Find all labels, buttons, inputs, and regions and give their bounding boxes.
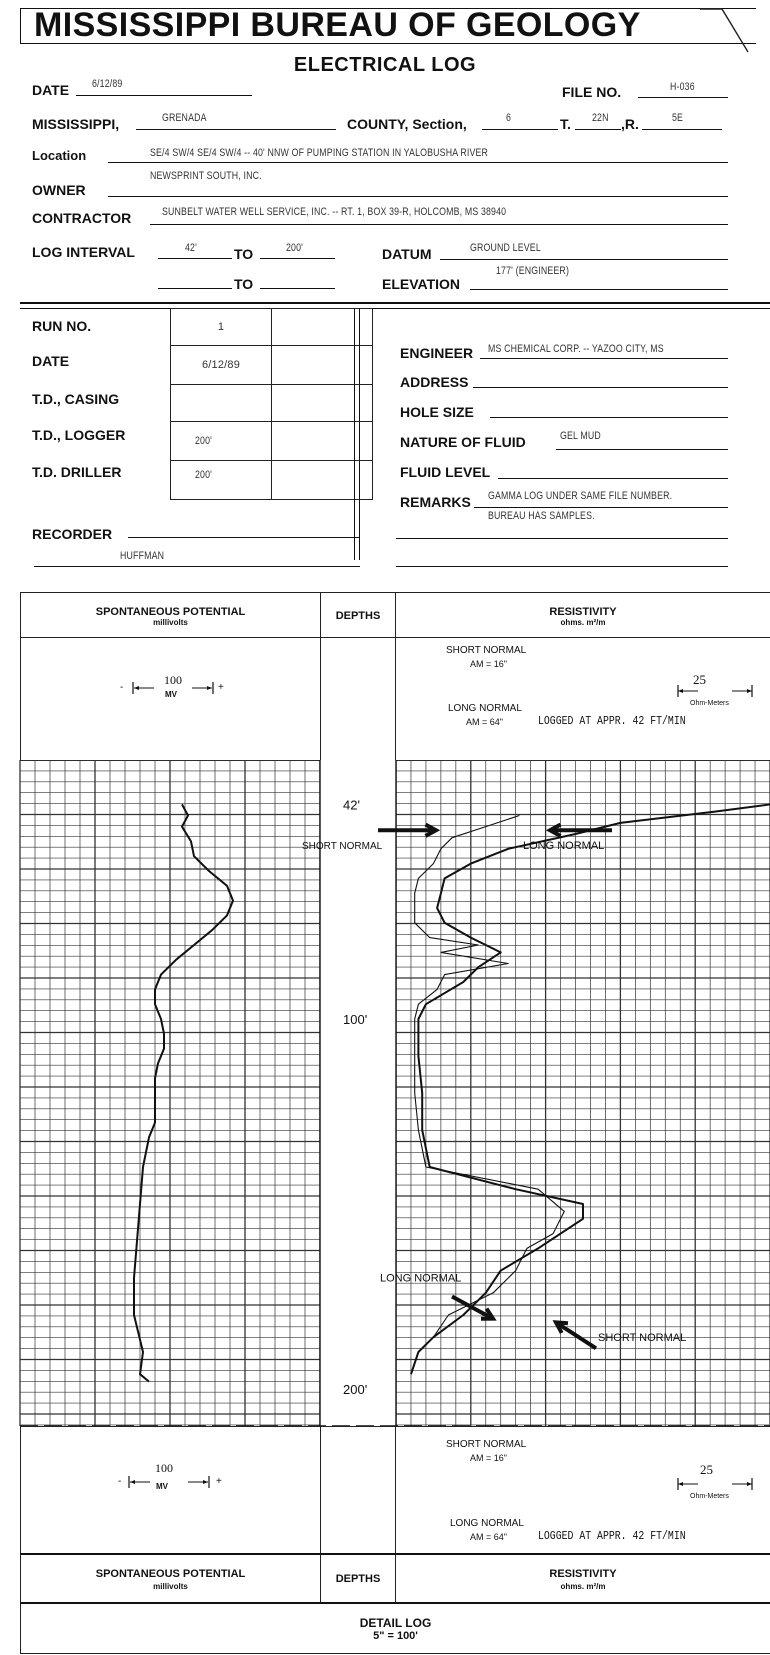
run-cell (170, 345, 272, 385)
res-scale-arrows-bottom (676, 1477, 756, 1491)
sp-scale-arrows-bottom (126, 1474, 218, 1490)
res-unit: ohms. m²/m (560, 618, 606, 627)
sp-header-cell (20, 592, 321, 638)
res-scale-unit: Ohm-Meters (690, 700, 729, 707)
section-divider (20, 302, 770, 309)
remarks-underline-3 (396, 566, 728, 567)
sp-title: SPONTANEOUS POTENTIAL (95, 606, 246, 618)
engineer-value: MS CHEMICAL CORP. -- YAZOO CITY, MS (488, 343, 664, 355)
section-underline (482, 129, 558, 130)
depths-header-cell (320, 592, 396, 638)
range-underline (642, 129, 722, 130)
township-underline (575, 129, 621, 130)
run-value: 200' (195, 469, 213, 481)
res-scale-arrows (676, 684, 756, 698)
depth-track (320, 760, 396, 1426)
date-underline (76, 95, 252, 96)
curve-annotation: LONG NORMAL (380, 1272, 462, 1285)
sp-footer-cell (20, 1553, 321, 1603)
resistivity-header-cell (395, 592, 770, 638)
log-to-underline (260, 258, 335, 259)
log-from-underline (158, 258, 232, 259)
res-scale-value-bottom: 25 (700, 1462, 713, 1477)
to-label: TO (234, 246, 254, 262)
elevation-value: 177' (ENGINEER) (496, 265, 570, 277)
page-subtitle: ELECTRICAL LOG (293, 54, 477, 76)
file-no-underline (638, 97, 728, 98)
fluid-value: GEL MUD (560, 430, 601, 442)
long-normal-label: LONG NORMAL (448, 703, 522, 714)
short-normal-am-bottom: AM = 16" (470, 1453, 507, 1463)
township-value: 22N (592, 112, 609, 124)
depth-label: 200' (343, 1382, 368, 1397)
sp-title-bottom: SPONTANEOUS POTENTIAL (95, 1568, 246, 1580)
remarks-line-2: BUREAU HAS SAMPLES. (488, 510, 595, 522)
log-chart (0, 760, 770, 1428)
owner-label: OWNER (32, 182, 86, 198)
depth-label: 42' (343, 797, 360, 813)
logged-note: LOGGED AT APPR. 42 FT/MIN (538, 714, 686, 728)
contractor-label: CONTRACTOR (32, 210, 132, 226)
datum-value: GROUND LEVEL (470, 242, 541, 254)
address-underline (473, 387, 728, 388)
range-label: ,R. (621, 116, 639, 132)
sp-scale-cell-bottom (20, 1426, 321, 1554)
fluid-underline (556, 449, 728, 450)
fluid-level-label: FLUID LEVEL (400, 464, 491, 480)
datum-label: DATUM (382, 246, 432, 262)
sp-scale-value-bottom: 100 (155, 1461, 173, 1475)
file-no-label: FILE NO. (562, 84, 622, 100)
elevation-label: ELEVATION (382, 276, 461, 292)
res-scale-unit-bottom: Ohm-Meters (690, 1493, 729, 1500)
long-normal-am-bottom: AM = 64" (470, 1532, 507, 1542)
sp-unit-bottom: millivolts (153, 1582, 188, 1591)
run-cell-2 (271, 421, 373, 461)
resistivity-grid (396, 760, 770, 1426)
recorder-underline (128, 537, 360, 538)
datum-underline (440, 259, 728, 260)
log-interval-to: 200' (286, 242, 304, 254)
hole-size-label: HOLE SIZE (400, 404, 474, 420)
recorder-underline-2 (34, 566, 360, 567)
sp-minus-bottom: - (118, 1476, 122, 1487)
owner-value: NEWSPRINT SOUTH, INC. (150, 170, 262, 182)
arrow-icon (556, 1322, 596, 1348)
state-label: MISSISSIPPI, (32, 116, 120, 132)
engineer-label: ENGINEER (400, 345, 474, 361)
sp-unit: millivolts (153, 618, 188, 627)
curve-annotation: SHORT NORMAL (598, 1331, 687, 1344)
sp-plus-bottom: + (216, 1476, 222, 1487)
run-cell-2 (271, 460, 373, 500)
log-interval-label: LOG INTERVAL (32, 244, 135, 260)
contractor-value: SUNBELT WATER WELL SERVICE, INC. -- RT. 1, BOX 39-R, HOLCOMB, MS 38940 (162, 206, 507, 218)
run-cell (170, 460, 272, 500)
county-section-label: COUNTY, Section, (347, 116, 467, 132)
detail-log-scale: 5" = 100' (373, 1630, 418, 1642)
date-value: 6/12/89 (92, 78, 123, 90)
run-cell (170, 308, 272, 346)
run-value: 1 (217, 321, 225, 333)
depths-title-bottom: DEPTHS (335, 1573, 381, 1585)
fluid-label: NATURE OF FLUID (400, 434, 526, 450)
res-scale-value: 25 (693, 672, 706, 687)
file-no-value: H-036 (670, 81, 695, 93)
res-unit-bottom: ohms. m²/m (560, 1582, 606, 1591)
sp-plus: + (218, 682, 224, 693)
short-normal-label-bottom: SHORT NORMAL (446, 1439, 527, 1450)
remarks-underline (474, 507, 728, 508)
address-label: ADDRESS (400, 374, 469, 390)
remarks-underline-2 (396, 538, 728, 539)
depths-scale-cell-bottom (320, 1426, 396, 1554)
run-value: 200' (195, 435, 213, 447)
curve-annotation: LONG NORMAL (523, 839, 605, 852)
date-label: DATE (32, 82, 70, 98)
short-normal-label: SHORT NORMAL (446, 645, 527, 656)
short-normal-am: AM = 16" (470, 659, 507, 669)
run-cell-2 (271, 308, 373, 346)
log-from-2-underline (158, 288, 232, 289)
township-label: T. (560, 116, 571, 132)
logged-note-bottom: LOGGED AT APPR. 42 FT/MIN (538, 1529, 686, 1543)
sp-scale-unit-bottom: MV (156, 1482, 168, 1491)
section-value: 6 (506, 112, 512, 124)
run-row-label: T.D., CASING (32, 391, 120, 407)
sp-scale-value: 100 (164, 673, 182, 687)
contractor-underline (150, 224, 728, 225)
recorder-value: HUFFMAN (120, 550, 165, 562)
recorder-label: RECORDER (32, 526, 113, 542)
run-cell-2 (271, 345, 373, 385)
detail-log-cell (20, 1602, 770, 1654)
run-cell (170, 421, 272, 461)
long-normal-am: AM = 64" (466, 717, 503, 727)
run-cell (170, 384, 272, 422)
page-title: MISSISSIPPI BUREAU OF GEOLOGY (34, 6, 641, 44)
run-row-label: RUN NO. (32, 318, 92, 334)
remarks-label: REMARKS (400, 494, 471, 510)
sp-scale-unit: MV (165, 690, 177, 699)
location-underline (108, 162, 728, 163)
log-interval-from: 42' (185, 242, 197, 254)
sp-minus: - (120, 682, 124, 693)
location-label: Location (32, 148, 87, 163)
run-value: 6/12/89 (201, 359, 241, 371)
sp-scale-cell (20, 637, 321, 761)
county-value: GRENADA (162, 112, 207, 124)
detail-log-title: DETAIL LOG (359, 1616, 432, 1630)
run-row-label: T.D. DRILLER (32, 464, 122, 480)
run-cell-2 (271, 384, 373, 422)
depths-scale-cell (320, 637, 396, 761)
res-title: RESISTIVITY (549, 606, 617, 618)
remarks-line-1: GAMMA LOG UNDER SAME FILE NUMBER. (488, 490, 673, 502)
res-title-bottom: RESISTIVITY (549, 1568, 617, 1580)
resistivity-footer-cell (395, 1553, 770, 1603)
depth-label: 100' (343, 1012, 368, 1027)
depths-footer-cell (320, 1553, 396, 1603)
location-value: SE/4 SW/4 SE/4 SW/4 -- 40' NNW OF PUMPING STATION IN YALOBUSHA RIVER (150, 147, 489, 159)
county-underline (136, 129, 336, 130)
fluid-level-underline (498, 478, 728, 479)
to-label-2: TO (234, 276, 254, 292)
engineer-underline (480, 358, 728, 359)
run-row-label: DATE (32, 353, 70, 369)
owner-underline (108, 196, 728, 197)
long-normal-label-bottom: LONG NORMAL (450, 1518, 524, 1529)
elevation-underline (470, 289, 728, 290)
sp-grid (20, 760, 320, 1426)
hole-size-underline (490, 417, 728, 418)
run-row-label: T.D., LOGGER (32, 427, 126, 443)
curve-annotation: SHORT NORMAL (302, 840, 383, 852)
range-value: 5E (672, 112, 684, 124)
depths-title: DEPTHS (335, 610, 381, 622)
title-box-corner (700, 4, 770, 54)
arrow-icon (452, 1297, 493, 1319)
log-to-2-underline (260, 288, 335, 289)
